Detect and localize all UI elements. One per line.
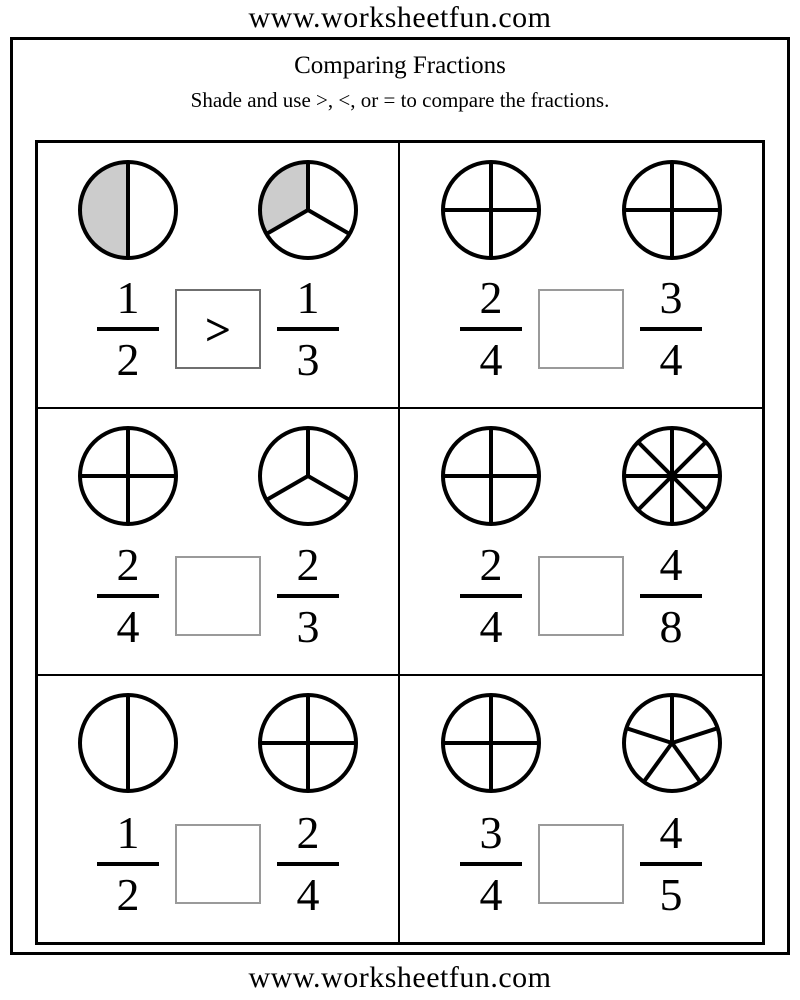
- problem-3-shapes: [38, 421, 398, 531]
- fraction-bar: [277, 327, 339, 331]
- problem-3-expression: [38, 536, 398, 656]
- numerator: 2: [296, 807, 320, 858]
- fraction-circle-thirds-shaded-icon: [254, 156, 362, 264]
- fraction-circle-quarters-icon: [437, 422, 545, 530]
- fraction-circle-quarters-icon: [74, 422, 182, 530]
- numerator: 3: [479, 807, 503, 858]
- fraction-circle-quarters-icon: [254, 689, 362, 797]
- problem-6-left-fraction: [452, 808, 530, 920]
- problem-cell-1: [38, 143, 400, 409]
- problem-cell-4: [400, 409, 762, 675]
- problem-2-expression: [400, 269, 762, 389]
- fraction-bar: [277, 594, 339, 598]
- numerator: 2: [296, 538, 320, 590]
- problem-3-answer-box[interactable]: [175, 556, 261, 636]
- problem-2-answer-box[interactable]: [538, 289, 624, 369]
- numerator: 4: [659, 807, 683, 858]
- denominator: 5: [659, 869, 683, 920]
- instructions-text: Shade and use >, <, or = to compare the fractions.: [190, 88, 610, 112]
- fraction-circle-halves-icon: [74, 689, 182, 797]
- problem-3-left-fraction: [89, 540, 167, 652]
- problem-cell-6: [400, 676, 762, 942]
- problem-4-shapes: [400, 421, 762, 531]
- denominator: 3: [296, 334, 320, 386]
- problem-2-right-fraction: [632, 273, 710, 385]
- numerator: 2: [116, 538, 140, 590]
- problem-1-shapes: [38, 155, 398, 265]
- fraction-bar: [277, 862, 339, 866]
- fraction-bar: [97, 862, 159, 866]
- denominator: 2: [116, 869, 140, 920]
- denominator: 4: [479, 334, 503, 386]
- numerator: 4: [659, 538, 683, 590]
- denominator: 8: [659, 600, 683, 652]
- page-title: Comparing Fractions: [294, 52, 506, 79]
- problem-cell-2: [400, 143, 762, 409]
- fraction-bar: [640, 327, 702, 331]
- problems-grid: [35, 140, 765, 945]
- denominator: 4: [479, 600, 503, 652]
- fraction-bar: [97, 594, 159, 598]
- fraction-circle-halves-shaded-icon: [74, 156, 182, 264]
- problem-4-answer-box[interactable]: [538, 556, 624, 636]
- problem-cell-3: [38, 409, 400, 675]
- denominator: 2: [116, 334, 140, 386]
- fraction-bar: [460, 862, 522, 866]
- numerator: 3: [659, 272, 683, 324]
- problem-5-answer-box[interactable]: [175, 824, 261, 904]
- worksheet-frame: [10, 37, 790, 955]
- problem-3-right-fraction: [269, 540, 347, 652]
- fraction-bar: [97, 327, 159, 331]
- denominator: 4: [479, 869, 503, 920]
- problem-4-right-fraction: [632, 540, 710, 652]
- fraction-bar: [640, 594, 702, 598]
- problem-4-left-fraction: [452, 540, 530, 652]
- denominator: 4: [296, 869, 320, 920]
- fraction-circle-fifths-icon: [618, 689, 726, 797]
- fraction-circle-quarters-icon: [618, 156, 726, 264]
- problem-cell-5: [38, 676, 400, 942]
- fraction-circle-quarters-icon: [437, 689, 545, 797]
- problem-2-left-fraction: [452, 273, 530, 385]
- problem-5-left-fraction: [89, 808, 167, 920]
- problem-6-shapes: [400, 688, 762, 798]
- problem-1-expression: [38, 269, 398, 389]
- denominator: 3: [296, 600, 320, 652]
- fraction-bar: [640, 862, 702, 866]
- numerator: 1: [116, 807, 140, 858]
- problem-2-shapes: [400, 155, 762, 265]
- site-footer-url: www.worksheetfun.com: [248, 961, 552, 994]
- problem-5-shapes: [38, 688, 398, 798]
- fraction-bar: [460, 327, 522, 331]
- problem-6-expression: [400, 804, 762, 924]
- numerator: 1: [296, 272, 320, 324]
- problem-1-right-fraction: [269, 273, 347, 385]
- fraction-bar: [460, 594, 522, 598]
- denominator: 4: [659, 334, 683, 386]
- fraction-circle-eighths-icon: [618, 422, 726, 530]
- numerator: 1: [116, 272, 140, 324]
- problem-1-answer-box[interactable]: >: [175, 289, 261, 369]
- problem-5-right-fraction: [269, 808, 347, 920]
- problem-6-right-fraction: [632, 808, 710, 920]
- fraction-circle-thirds-icon: [254, 422, 362, 530]
- problem-4-expression: [400, 536, 762, 656]
- fraction-circle-quarters-icon: [437, 156, 545, 264]
- problem-5-expression: [38, 804, 398, 924]
- problem-1-left-fraction: [89, 273, 167, 385]
- problem-6-answer-box[interactable]: [538, 824, 624, 904]
- site-header-url: www.worksheetfun.com: [248, 1, 552, 34]
- denominator: 4: [116, 600, 140, 652]
- numerator: 2: [479, 272, 503, 324]
- numerator: 2: [479, 538, 503, 590]
